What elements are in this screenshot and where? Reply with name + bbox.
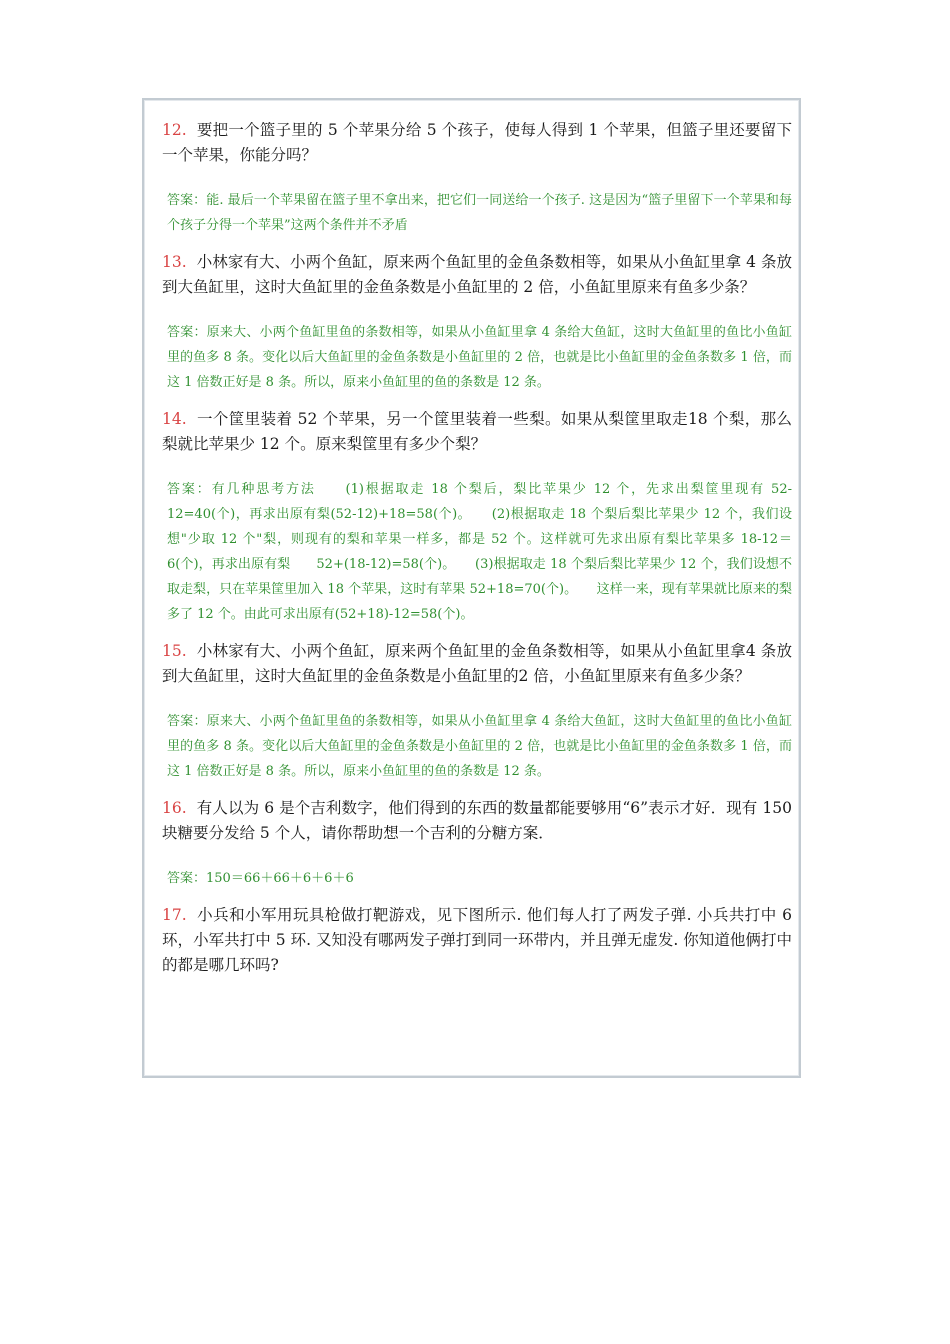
question-13 (162, 250, 792, 300)
question-number: 12. (162, 121, 187, 139)
question-14 (162, 407, 792, 457)
question-text: 小林家有大、小两个鱼缸，原来两个鱼缸里的金鱼条数相等，如果从小鱼缸里拿4 条放到大鱼缸里，这时大鱼缸里的金鱼条数是小鱼缸里的2 倍，小鱼缸里原来有鱼多少条？ (162, 642, 792, 685)
question-number: 15. (162, 642, 187, 660)
question-number: 14. (162, 410, 187, 428)
question-number: 17. (162, 906, 187, 924)
question-number: 16. (162, 799, 187, 817)
document-frame (142, 98, 801, 1078)
question-12 (162, 118, 792, 168)
question-text: 小兵和小军用玩具枪做打靶游戏，见下图所示. 他们每人打了两发子弹. 小兵共打中 6 环，小军共打中 5 环. 又知没有哪两发子弹打到同一环带内，并且弹无虚发. 你知道他俩打中的都是哪几环吗? (162, 906, 792, 974)
question-15 (162, 639, 792, 689)
answer-16: 答案：150＝66＋66＋6＋6＋6 (167, 871, 354, 886)
question-17 (162, 903, 792, 978)
answer-12: 答案：能. 最后一个苹果留在篮子里不拿出来，把它们一同送给一个孩子. 这是因为“篮子里留下一个苹果和每个孩子分得一个苹果”这两个条件并不矛盾 (167, 193, 792, 233)
question-list (162, 118, 792, 978)
question-text: 有人以为 6 是个吉利数字，他们得到的东西的数量都能要够用“6”表示才好．现有 150 块糖要分发给 5 个人，请你帮助想一个吉利的分糖方案． (162, 799, 792, 842)
answer-14: 答案：有几种思考方法 (1)根据取走 18 个梨后，梨比苹果少 12 个，先求出梨筐里现有 52-12=40(个)，再求出原有梨(52-12)+18=58(个)。 (2)根据取走 18 个梨后梨比苹果少 12 个，我们设想"少取 12 个"梨，则现有的梨和苹果一样多，都是 52 个。这样就可先求出原有梨比苹果多 18-12＝6(个)，再求出原有梨 52+(18-12)=58(个)。 (3)根据取走 18 个梨后梨比苹果少 12 个，我们设想不取走梨，只在苹果筐里加入 18 个苹果，这时有苹果 52+18=70(个)。 这样一来，现有苹果就比原来的梨多了 12 个。由此可求出原有(52+18)-12=58(个)。 (167, 482, 792, 622)
answer-15: 答案：原来大、小两个鱼缸里鱼的条数相等，如果从小鱼缸里拿 4 条给大鱼缸，这时大鱼缸里的鱼比小鱼缸里的鱼多 8 条。变化以后大鱼缸里的金鱼条数是小鱼缸里的 2 倍，也就是比小鱼缸里的金鱼条数多 1 倍，而这 1 倍数正好是 8 条。所以，原来小鱼缸里的鱼的条数是 12 条。 (167, 714, 792, 779)
question-16 (162, 796, 792, 846)
question-number: 13. (162, 253, 187, 271)
question-text: 小林家有大、小两个鱼缸，原来两个鱼缸里的金鱼条数相等，如果从小鱼缸里拿 4 条放到大鱼缸里，这时大鱼缸里的金鱼条数是小鱼缸里的 2 倍，小鱼缸里原来有鱼多少条？ (162, 253, 792, 296)
question-text: 一个筐里装着 52 个苹果，另一个筐里装着一些梨。如果从梨筐里取走18 个梨，那么梨就比苹果少 12 个。原来梨筐里有多少个梨？ (162, 410, 792, 453)
answer-13: 答案：原来大、小两个鱼缸里鱼的条数相等，如果从小鱼缸里拿 4 条给大鱼缸，这时大鱼缸里的鱼比小鱼缸里的鱼多 8 条。变化以后大鱼缸里的金鱼条数是小鱼缸里的 2 倍，也就是比小鱼缸里的金鱼条数多 1 倍，而这 1 倍数正好是 8 条。所以，原来小鱼缸里的鱼的条数是 12 条。 (167, 325, 792, 390)
question-text: 要把一个篮子里的 5 个苹果分给 5 个孩子，使每人得到 1 个苹果，但篮子里还要留下一个苹果，你能分吗？ (162, 121, 792, 164)
